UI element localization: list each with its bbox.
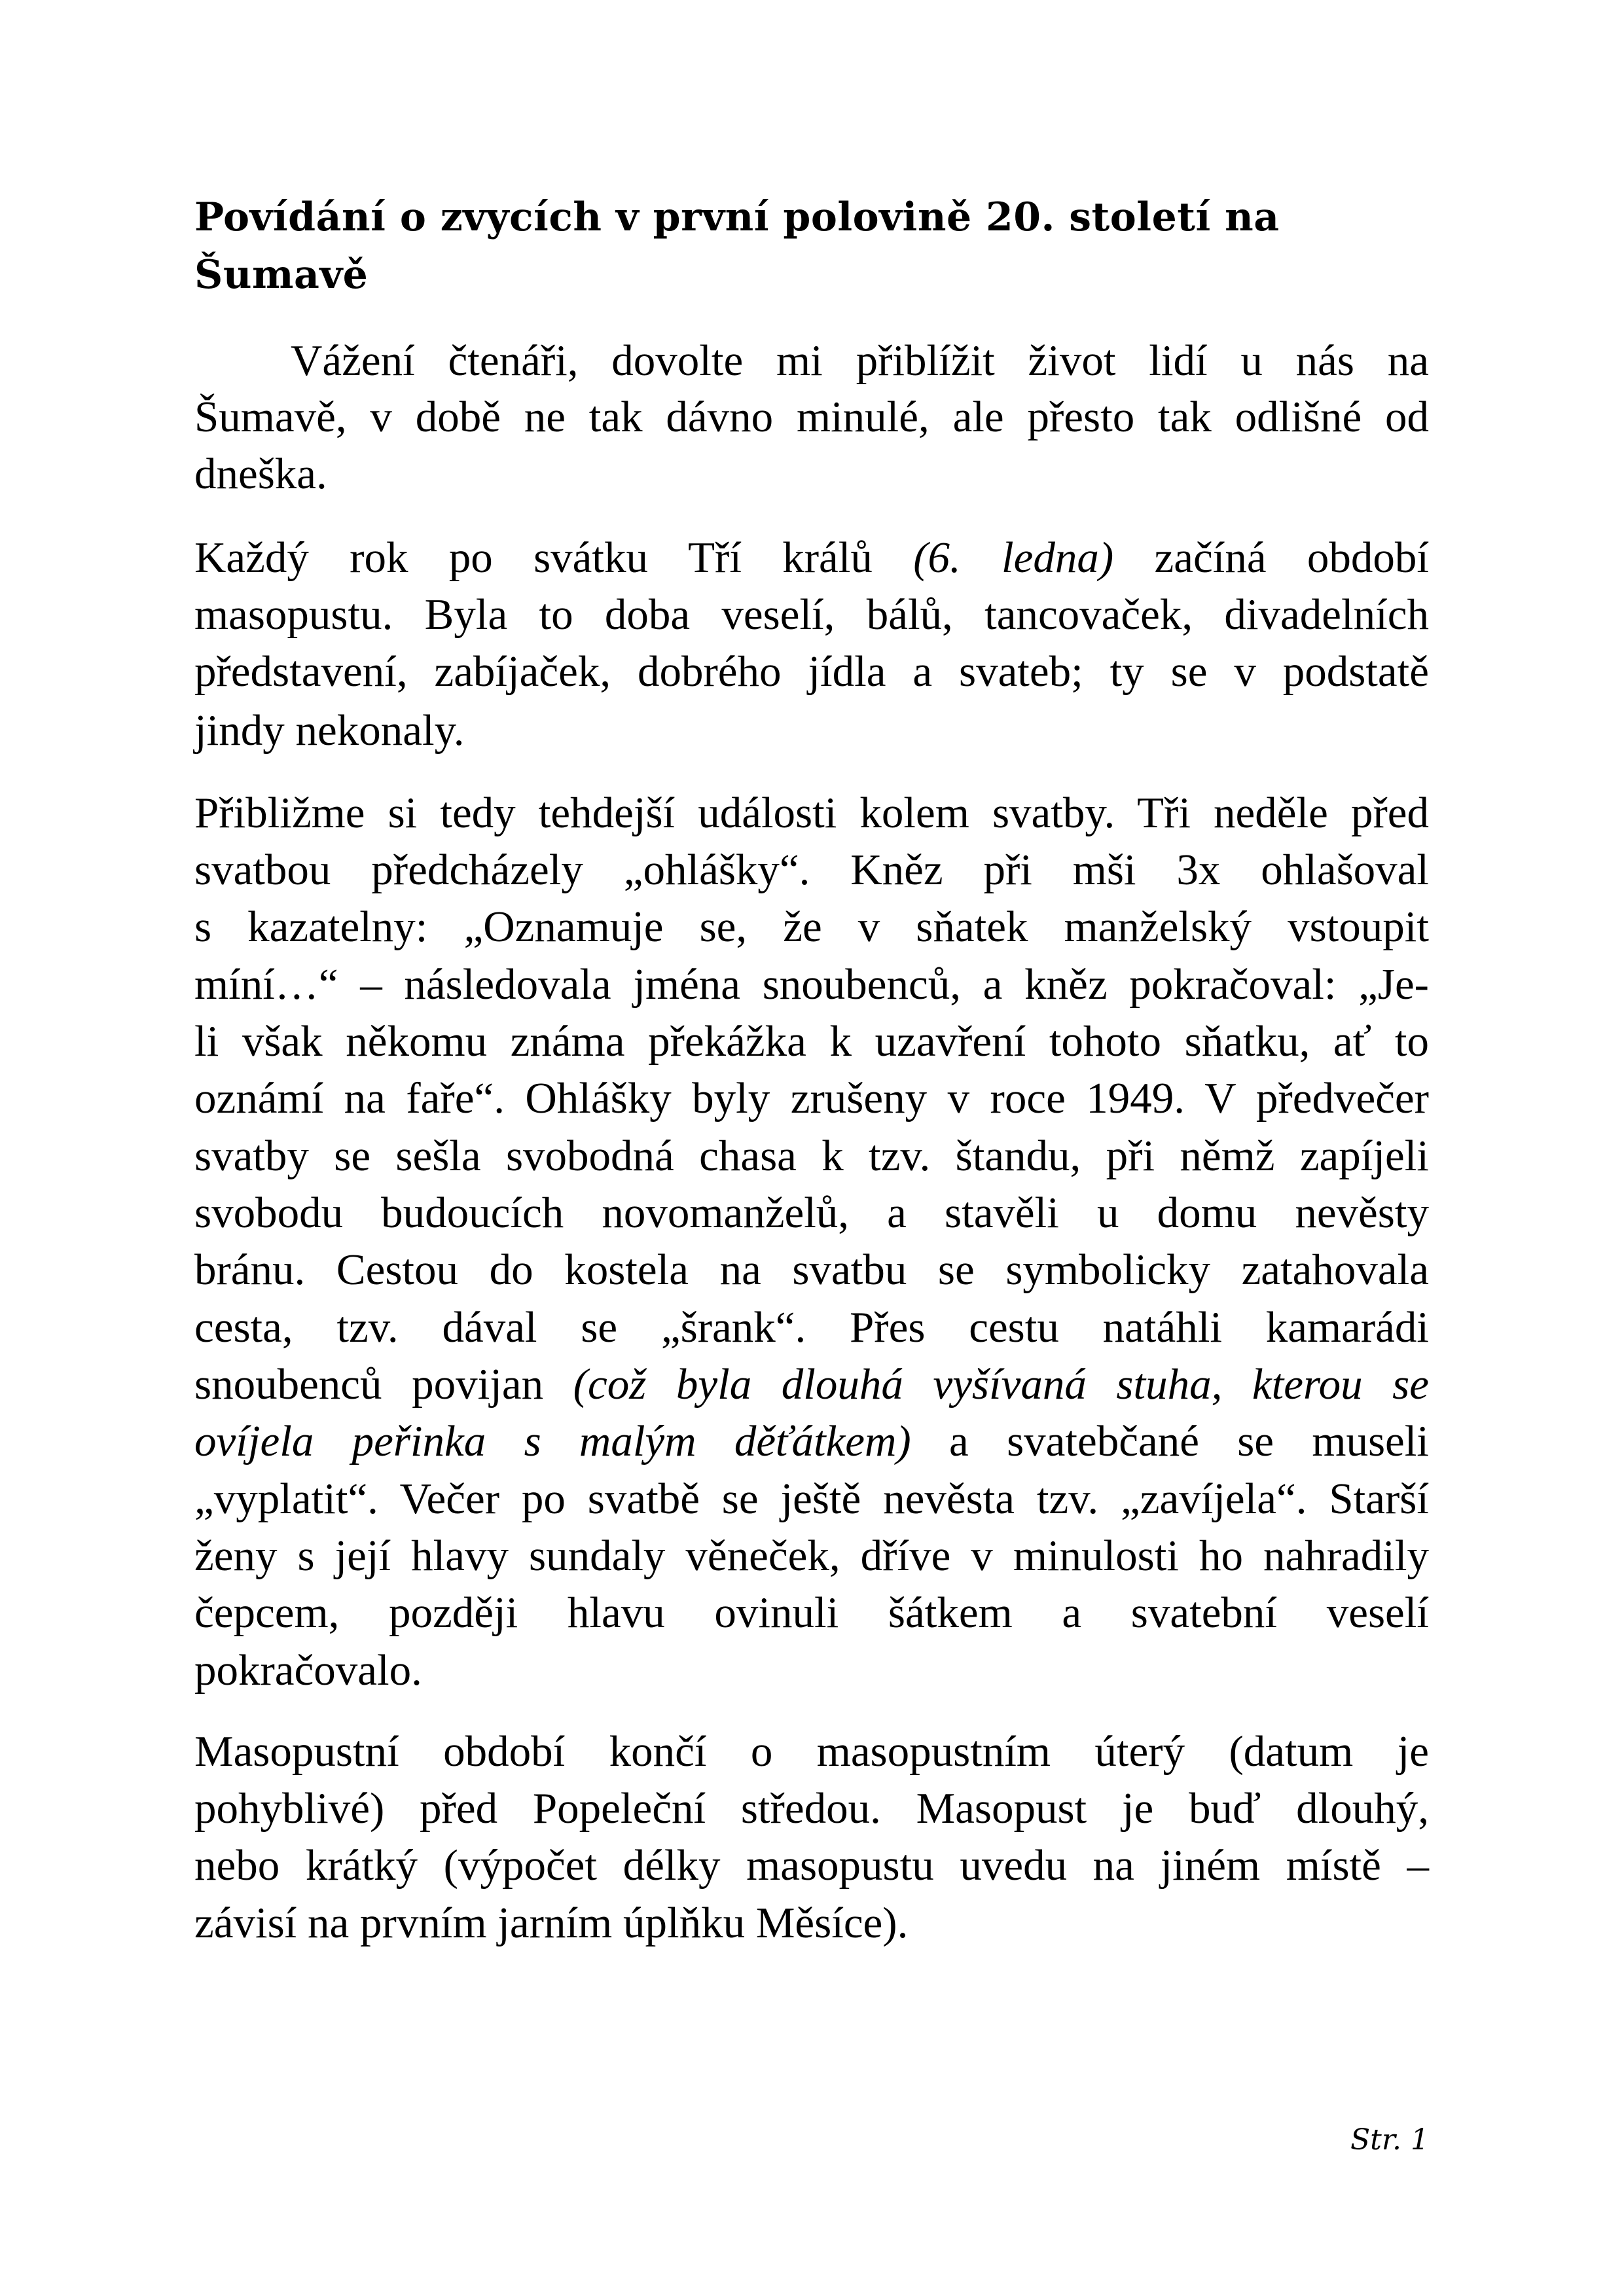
text-run: snoubenců povijan (194, 1360, 573, 1408)
italic-note: ovíjela peřinka s malým děťátkem) (194, 1417, 911, 1465)
document-title-line-1: Povídání o zvycích v první polovině 20. století na (194, 194, 1280, 240)
paragraph-3-line: s kazatelny: „Oznamuje se, že v sňatek manželský vstoupit (194, 903, 1429, 951)
paragraph-2-line: představení, zabíjaček, dobrého jídla a svateb; ty se v podstatě (194, 647, 1429, 696)
paragraph-3-line: li však někomu známa překážka k uzavření tohoto sňatku, ať to (194, 1017, 1429, 1066)
paragraph-4-line: nebo krátký (výpočet délky masopustu uvedu na jiném místě – (194, 1841, 1429, 1890)
paragraph-2-line: masopustu. Byla to doba veselí, bálů, tancovaček, divadelních (194, 590, 1429, 639)
paragraph-1-line: Šumavě, v době ne tak dávno minulé, ale přesto tak odlišné od (194, 393, 1429, 441)
text-run: začíná období (1113, 533, 1429, 582)
page-number: Str. 1 (1350, 2123, 1429, 2157)
paragraph-3-line: bránu. Cestou do kostela na svatbu se symbolicky zatahovala (194, 1246, 1429, 1294)
paragraph-3-line: pokračovalo. (194, 1646, 422, 1695)
paragraph-1-line: dneška. (194, 450, 327, 498)
paragraph-3-line: svobodu budoucích novomanželů, a stavěli u domu nevěsty (194, 1189, 1429, 1237)
paragraph-2-line: jindy nekonaly. (194, 706, 465, 755)
paragraph-3-line: „vyplatit“. Večer po svatbě se ještě nevěsta tzv. „zavíjela“. Starší (194, 1475, 1429, 1523)
paragraph-3-line: cesta, tzv. dával se „šrank“. Přes cestu natáhli kamarádi (194, 1303, 1429, 1352)
paragraph-3-line: míní…“ – následovala jména snoubenců, a kněz pokračoval: „Je- (194, 960, 1429, 1009)
document-title-line-2: Šumavě (194, 252, 369, 298)
paragraph-3-line: čepcem, později hlavu ovinuli šátkem a svatební veselí (194, 1588, 1429, 1637)
paragraph-3-line (194, 1356, 1429, 1413)
text-run: Každý rok po svátku Tří králů (194, 533, 914, 582)
paragraph-3-line (194, 1413, 1429, 1470)
text-run: a svatebčané se museli (911, 1417, 1429, 1465)
paragraph-4-line: závisí na prvním jarním úplňku Měsíce). (194, 1899, 909, 1947)
paragraph-3-line: svatby se sešla svobodná chasa k tzv. štandu, při němž zapíjeli (194, 1132, 1429, 1180)
italic-note: (což byla dlouhá vyšívaná stuha, kterou se (573, 1360, 1429, 1408)
paragraph-3-line: Přibližme si tedy tehdejší události kolem svatby. Tři neděle před (194, 789, 1429, 837)
paragraph-3-line: svatbou předcházely „ohlášky“. Kněz při mši 3x ohlašoval (194, 846, 1429, 894)
paragraph-1-line: Vážení čtenáři, dovolte mi přiblížit život lidí u nás na (291, 336, 1429, 385)
paragraph-4-line: pohyblivé) před Popeleční středou. Masopust je buď dlouhý, (194, 1784, 1429, 1833)
paragraph-2-line (194, 529, 1429, 586)
paragraph-3-line: ženy s její hlavy sundaly věneček, dříve v minulosti ho nahradily (194, 1532, 1429, 1580)
paragraph-3-line: oznámí na faře“. Ohlášky byly zrušeny v roce 1949. V předvečer (194, 1074, 1429, 1122)
paragraph-4-line: Masopustní období končí o masopustním úterý (datum je (194, 1727, 1429, 1776)
italic-date: (6. ledna) (913, 533, 1114, 582)
